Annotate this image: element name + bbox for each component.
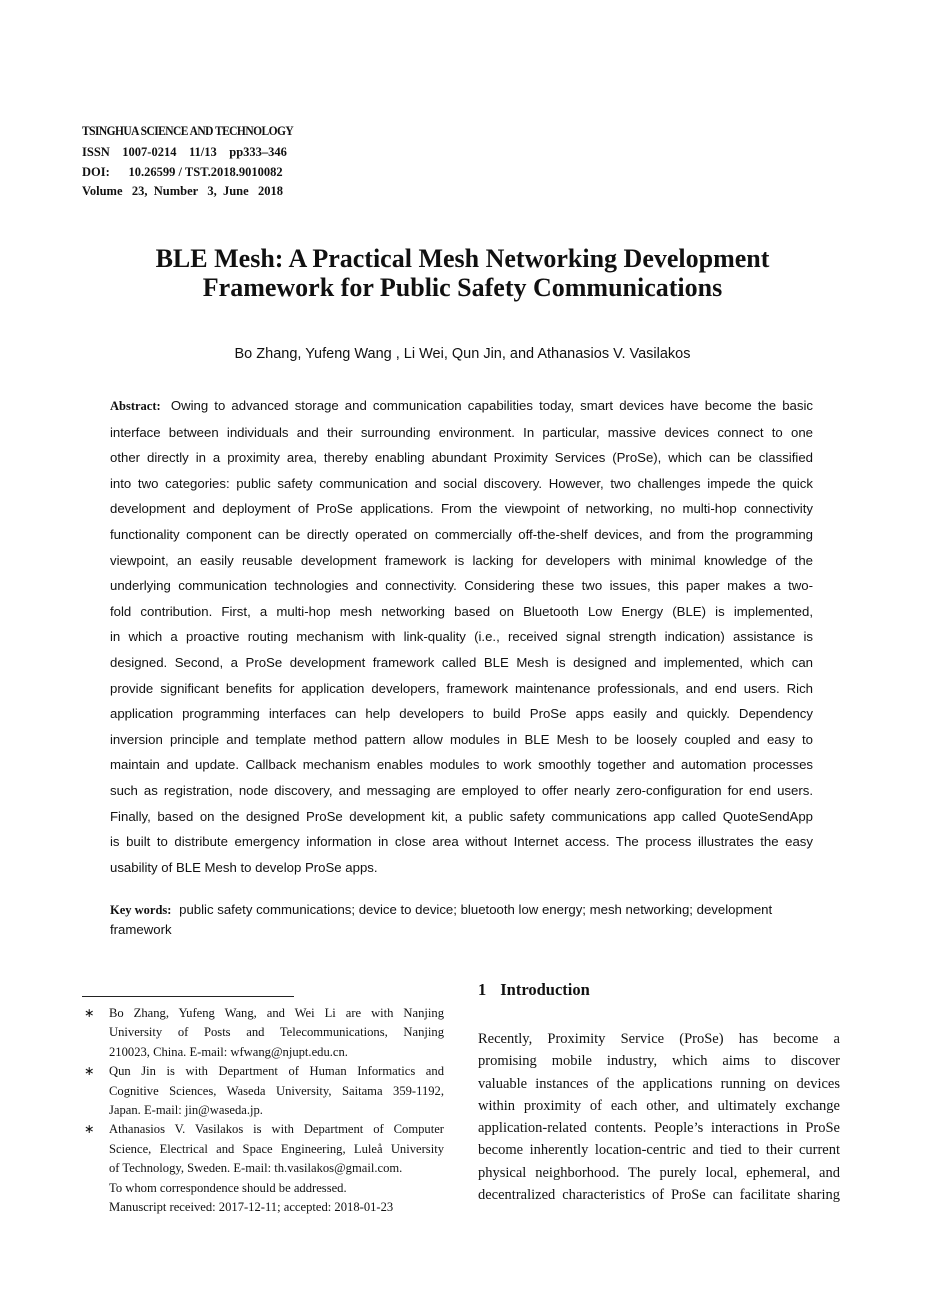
abstract-line: provide significant benefits for application developers, framework maintenance professionals, and end users. Rich — [110, 680, 813, 696]
abstract-line: inversion principle and template method pattern allow modules in BLE Mesh to be loosely coupled and easy to — [110, 731, 813, 747]
body-line: promising mobile industry, which aims to discover — [478, 1053, 840, 1070]
journal-volume: Volume 23, Number 3, June 2018 — [82, 184, 284, 198]
intro-body — [478, 1028, 840, 1206]
footnote-line: University of Posts and Telecommunications, Nanjing — [109, 1025, 444, 1040]
footnote-line: Science, Electrical and Space Engineering, Luleå University — [109, 1141, 444, 1156]
abstract-line: other directly in a proximity area, thereby enabling abundant Proximity Services (ProSe), which can be classified — [110, 450, 813, 466]
footnote-line: 210023, China. E-mail: wfwang@njupt.edu.cn. — [109, 1044, 348, 1059]
paper-title — [60, 244, 865, 302]
abstract-line: functionality component can be directly operated on commercially off-the-shelf devices, and from the programming — [110, 526, 813, 542]
footnote-line: Qun Jin is with Department of Human Informatics and — [109, 1064, 444, 1079]
abstract-text: Owing to advanced storage and communication capabilities today, smart devices have become the basic — [170, 398, 813, 413]
manuscript-dates: Manuscript received: 2017-12-11; accepted: 2018-01-23 — [109, 1200, 394, 1215]
footnote-line: Athanasios V. Vasilakos is with Department of Computer — [109, 1122, 444, 1137]
abstract-line: in which a proactive routing mechanism with link-quality (i.e., received signal strength indication) assistance is — [110, 629, 813, 645]
footnote-divider — [82, 996, 294, 997]
abstract-line: viewpoint, an easily reusable development framework is lacking for developers with minimal knowledge of the — [110, 552, 813, 568]
body-line: within proximity of each other, and ultimately exchange — [478, 1097, 840, 1114]
abstract-line: maintain and update. Callback mechanism enables modules to work smoothly together and automation processes — [110, 757, 813, 773]
journal-header — [82, 124, 382, 202]
footnote-extra — [82, 1179, 444, 1218]
abstract-line: fold contribution. First, a multi-hop mesh networking based on Bluetooth Low Energy (BLE) is implemented, — [110, 603, 813, 619]
footnote-marker: ∗ — [84, 1064, 95, 1079]
correspondence-note: To whom correspondence should be addressed. — [109, 1180, 347, 1195]
abstract-line: application programming interfaces can help developers to build ProSe apps easily and quickly. Dependency — [110, 706, 813, 722]
footnote-line: Cognitive Sciences, Waseda University, Saitama 359-1192, — [109, 1083, 444, 1098]
footnote-marker: ∗ — [84, 1006, 95, 1020]
abstract-line: Finally, based on the designed ProSe development kit, a public safety communications app called QuoteSendApp — [110, 808, 813, 824]
journal-doi: DOI: 10.26599 / TST.2018.9010082 — [82, 164, 283, 179]
abstract-line: usability of BLE Mesh to develop ProSe apps. — [110, 859, 378, 875]
abstract-line: interface between individuals and their surrounding environment. In particular, massive devices connect to one — [110, 424, 813, 440]
section-number: 1 — [478, 980, 487, 999]
abstract-line: into two categories: public safety communication and social discovery. However, two challenges impede the quick — [110, 475, 813, 491]
abstract-line: designed. Second, a ProSe development framework called BLE Mesh is designed and implemented, which can — [110, 654, 813, 670]
abstract-line: underlying communication technologies and connectivity. Considering these two issues, this paper makes a two- — [110, 578, 813, 594]
abstract-line: development and deployment of ProSe applications. From the viewpoint of networking, no multi-hop connectivity — [110, 501, 813, 517]
footnote-line: Bo Zhang, Yufeng Wang, and Wei Li are with Nanjing — [109, 1006, 444, 1020]
abstract-label: Abstract: — [110, 399, 161, 413]
footnote-marker: ∗ — [84, 1122, 95, 1137]
body-line: Recently, Proximity Service (ProSe) has become a — [478, 1031, 840, 1047]
footnote-item — [82, 1004, 444, 1062]
abstract-line — [110, 393, 813, 420]
keywords — [110, 900, 813, 939]
section-heading — [478, 980, 590, 1000]
abstract-line: such as registration, node discovery, and messaging are employed to offer nearly zero-configuration for end users. — [110, 782, 813, 798]
abstract-line: is built to distribute emergency information in close area without Internet access. The process illustrates the easy — [110, 834, 813, 850]
footnote-item — [82, 1062, 444, 1120]
abstract — [110, 393, 813, 880]
body-line: decentralized characteristics of ProSe can facilitate sharing — [478, 1187, 840, 1204]
body-line: physical neighborhood. The purely local, ephemeral, and — [478, 1164, 840, 1181]
body-line: application-related contents. People’s interactions in ProSe — [478, 1120, 840, 1137]
footnote-line: of Technology, Sweden. E-mail: th.vasilakos@gmail.com. — [109, 1161, 403, 1176]
body-line: valuable instances of the applications running on devices — [478, 1075, 840, 1092]
paper-title-line: Framework for Public Safety Communications — [202, 273, 723, 302]
journal-issn: ISSN 1007-0214 11/13 pp333–346 — [82, 145, 287, 159]
keywords-text: public safety communications; device to device; bluetooth low energy; mesh networking; development framework — [110, 902, 773, 937]
section-title: Introduction — [500, 980, 590, 999]
body-line: become inherently location-centric and tied to their current — [478, 1142, 840, 1159]
keywords-label: Key words: — [110, 903, 172, 917]
footnotes — [82, 1004, 444, 1217]
paper-title-line: BLE Mesh: A Practical Mesh Networking Development — [155, 244, 770, 273]
author-list: Bo Zhang, Yufeng Wang , Li Wei, Qun Jin, and Athanasios V. Vasilakos — [234, 346, 691, 362]
footnote-line: Japan. E-mail: jin@waseda.jp. — [109, 1103, 263, 1118]
footnote-item — [82, 1120, 444, 1178]
journal-name: TSINGHUA SCIENCE AND TECHNOLOGY — [82, 124, 294, 138]
